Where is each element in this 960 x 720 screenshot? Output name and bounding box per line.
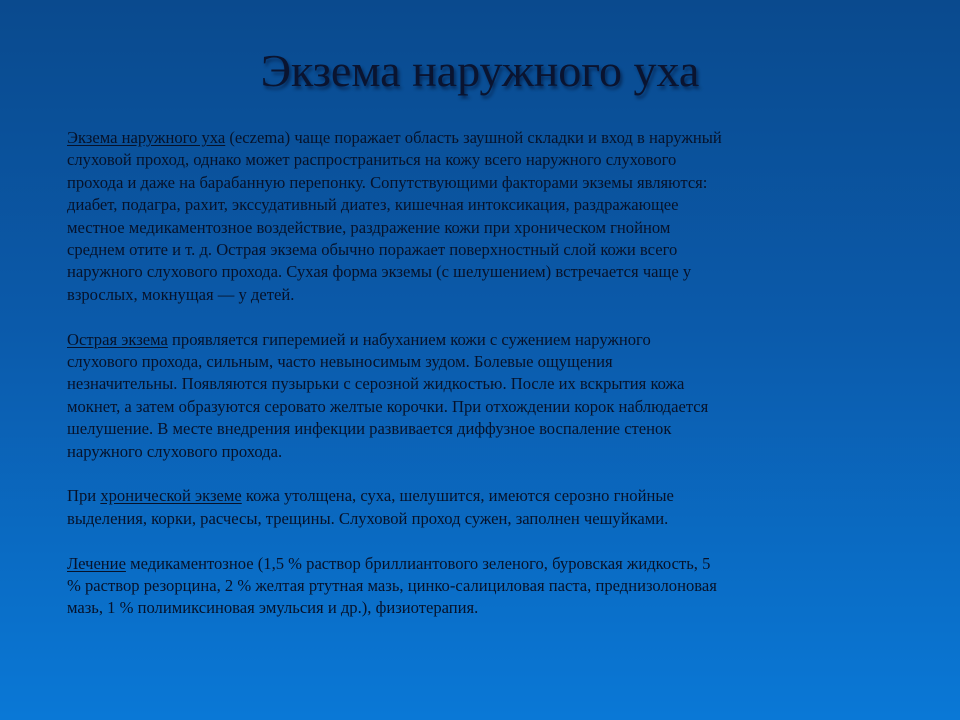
paragraph-text: медикаментозное (1,5 % раствор бриллиантового зеленого, буровская жидкость, 5 % раствор резорцина, 2 % желтая ртутная мазь, цинко-салициловая паста, преднизолоновая мазь, 1 % полимиксиновая эмульсия и др.), физиотерапия. — [67, 553, 717, 618]
paragraph-text: (eczema) чаще поражает область заушной складки и вход в наружный слуховой проход, однако может распространиться на кожу всего наружного слухового прохода и даже на барабанную перепонку. Сопутствующими факторами экземы являются: диабет, подагра, рахит, экссудативный диатез, кишечная интоксикация, раздражающее местное медикаментозное воздействие, раздражение кожи при хроническом гнойном среднем отите и т. д. Острая экзема обычно поражает поверхностный слой кожи всего наружного слухового прохода. Сухая форма экземы (с шелушением) встречается чаще у взрослых, мокнущая — у детей. — [67, 128, 722, 304]
paragraph-treatment — [67, 553, 722, 620]
term-eczema-external-ear: Экзема наружного уха — [67, 128, 226, 147]
paragraph-eczema-overview — [67, 127, 722, 306]
paragraph-lead-text: При — [67, 486, 101, 506]
slide-title: Экзема наружного уха — [260, 45, 700, 96]
term-treatment: Лечение — [67, 553, 126, 573]
term-acute-eczema: Острая экзема — [67, 329, 168, 349]
paragraph-acute-eczema — [67, 329, 722, 463]
term-chronic-eczema: хронической экземе — [100, 486, 242, 506]
paragraph-text: проявляется гиперемией и набуханием кожи с сужением наружного слухового прохода, сильным, часто невыносимым зудом. Болевые ощущения незначительны. Появляются пузырьки с серозной жидкостью. После их вскрытия кожа мокнет, а затем образуются серовато желтые корочки. При отхождении корок наблюдается шелушение. В месте внедрения инфекции развивается диффузное воспаление стенок наружного слухового прохода. — [67, 329, 709, 461]
slide-body — [67, 127, 722, 620]
paragraph-chronic-eczema — [67, 485, 722, 530]
paragraph-text: кожа утолщена, суха, шелушится, имеются серозно гнойные выделения, корки, расчесы, трещины. Слуховой проход сужен, заполнен чешуйками. — [67, 486, 674, 528]
